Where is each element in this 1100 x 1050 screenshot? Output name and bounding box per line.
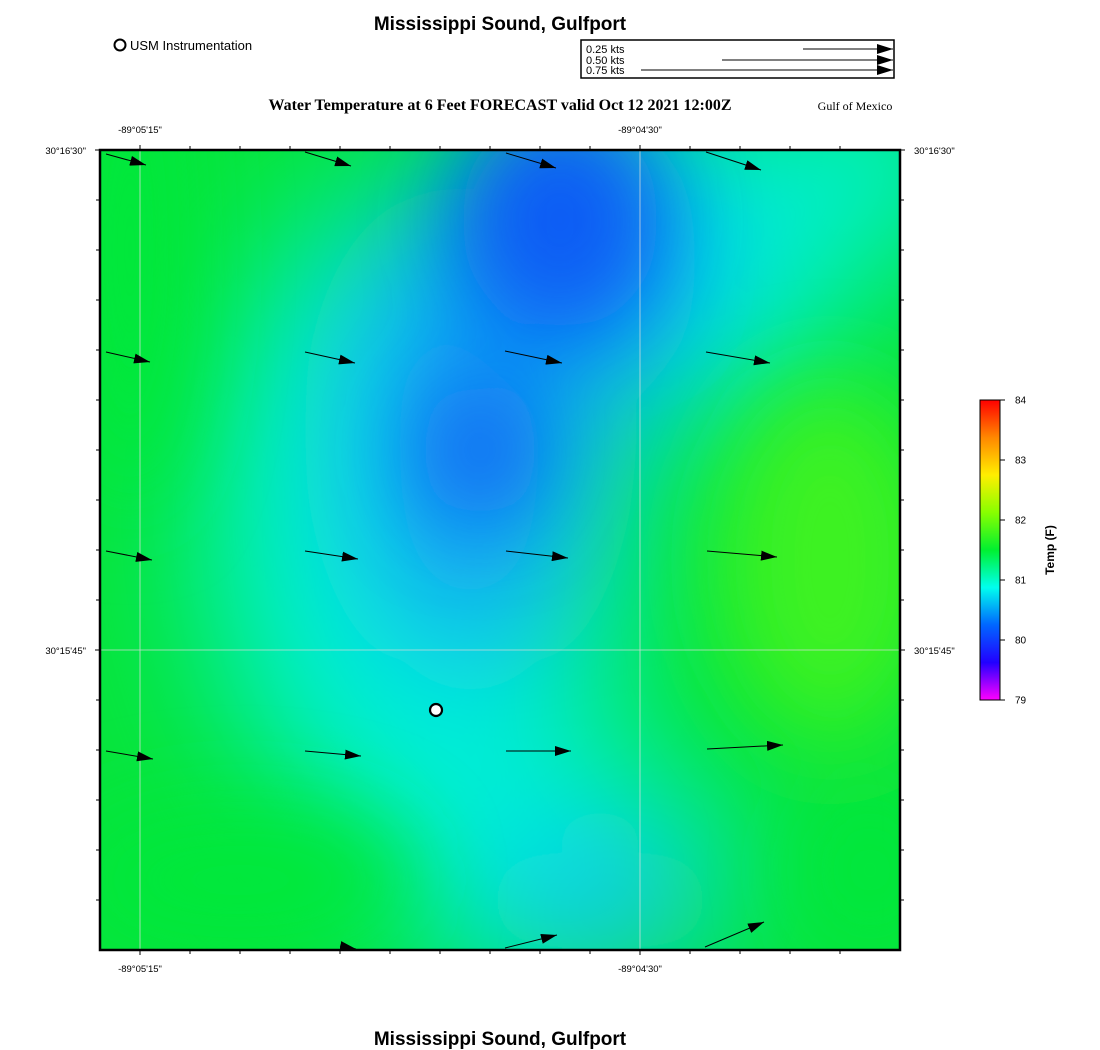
- station-legend-marker: [115, 40, 126, 51]
- station-legend: [115, 38, 253, 53]
- speed-scale-legend: [581, 40, 894, 78]
- lat-label-right-1: 30°16'30": [914, 146, 955, 157]
- color-bar-tick-label: 83: [1015, 455, 1027, 467]
- station-legend-label: USM Instrumentation: [130, 38, 253, 53]
- region-label: Gulf of Mexico: [817, 99, 893, 113]
- map-subtitle: Water Temperature at 6 Feet FORECAST valid Oct 12 2021 12:00Z: [268, 97, 732, 114]
- color-bar-label: Temp (F): [1043, 525, 1057, 575]
- lon-label-top-1: -89°05'15": [118, 125, 162, 136]
- map-title: Mississippi Sound, Gulfport: [373, 14, 627, 35]
- speed-scale-label-3: 0.75 kts: [586, 65, 625, 77]
- lat-label-right-2: 30°15'45": [914, 646, 955, 657]
- station-marker[interactable]: [430, 704, 442, 716]
- speed-scale-label-2: 0.50 kts: [586, 55, 625, 67]
- color-bar: [980, 396, 1057, 707]
- color-bar-tick-label: 81: [1015, 575, 1027, 587]
- color-bar-gradient: [980, 400, 1000, 700]
- footer-title: Mississippi Sound, Gulfport: [373, 1029, 627, 1050]
- color-bar-tick-label: 84: [1015, 395, 1027, 407]
- speed-scale-label-1: 0.25 kts: [586, 44, 625, 56]
- speed-scale-box: [581, 40, 894, 78]
- lon-label-top-2: -89°04'30": [618, 125, 662, 136]
- lon-label-bottom-1: -89°05'15": [118, 964, 162, 975]
- color-bar-tick-label: 79: [1015, 695, 1027, 707]
- lon-label-bottom-2: -89°04'30": [618, 964, 662, 975]
- color-bar-tick-label: 80: [1015, 635, 1027, 647]
- color-bar-ticks: [1000, 396, 1027, 707]
- temperature-field: [70, 0, 970, 990]
- lat-label-left-2: 30°15'45": [45, 646, 86, 657]
- lat-label-left-1: 30°16'30": [45, 146, 86, 157]
- color-bar-tick-label: 82: [1015, 515, 1027, 527]
